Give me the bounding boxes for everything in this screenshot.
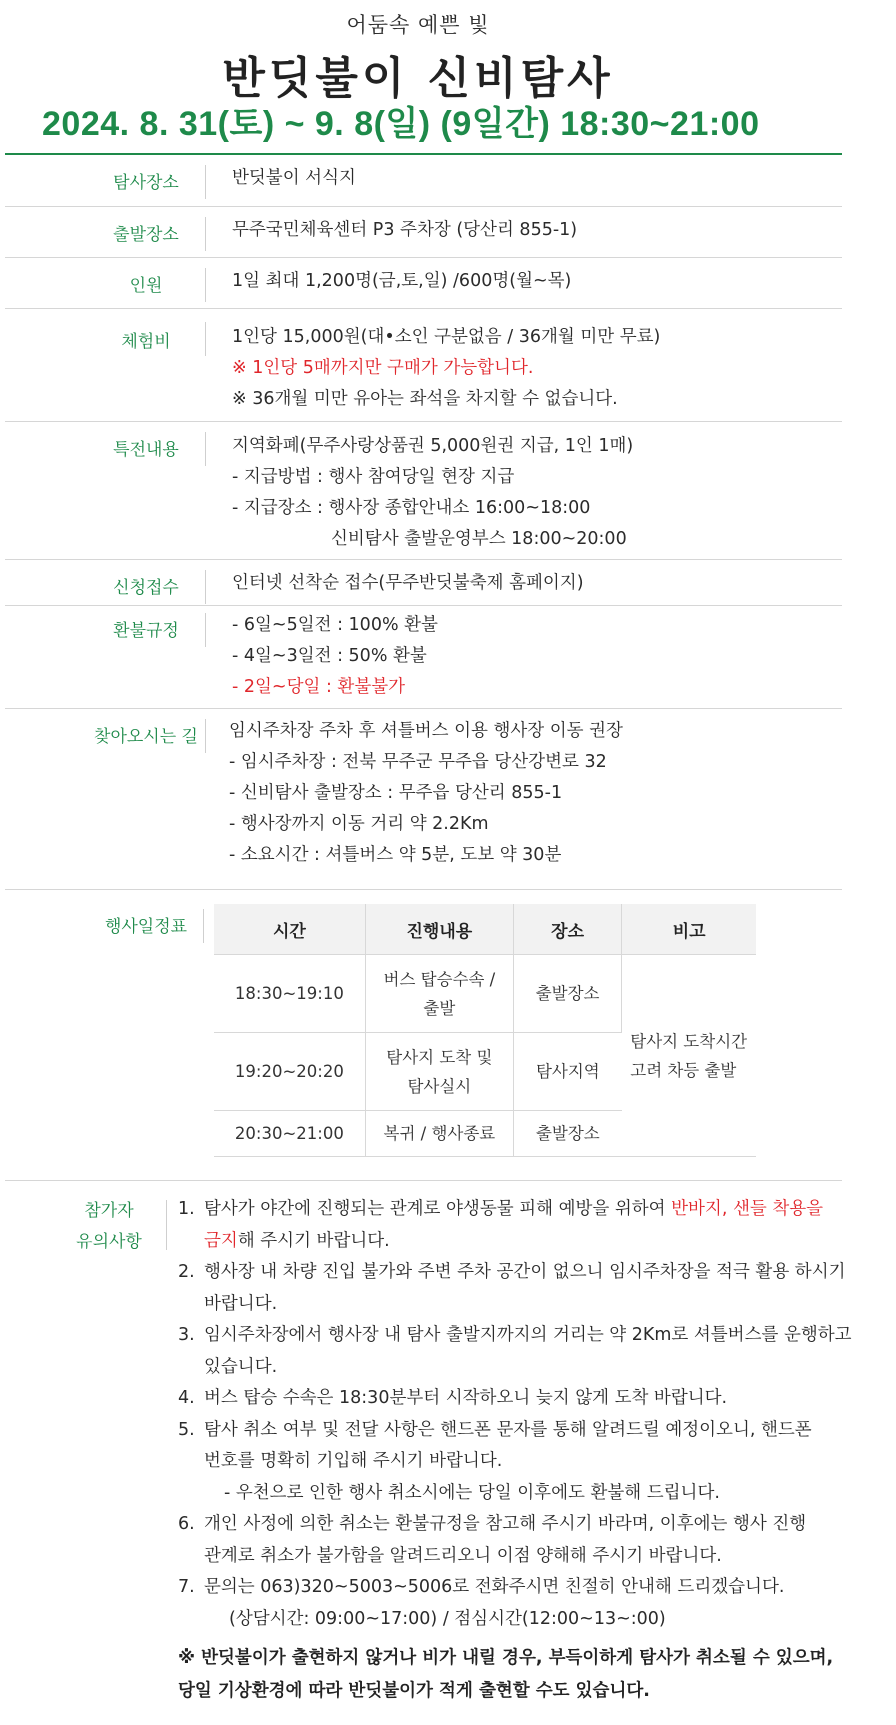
content-line: 버스 탑승수속 /	[383, 969, 496, 989]
note-line: 고려 차등 출발	[630, 1060, 737, 1080]
row-divider	[205, 165, 206, 199]
row-separator	[5, 308, 842, 309]
table-cell-content	[365, 955, 513, 1033]
note-warning-text: 반바지, 샌들 착용을	[671, 1199, 824, 1219]
note-text: 탐사가 야간에 진행되는 관계로 야생동물 피해 예방을 위하여	[204, 1199, 672, 1219]
schedule-label: 행사일정표	[104, 917, 188, 937]
note-text: 번호를 명확히 기입해 주시기 바랍니다.	[204, 1451, 503, 1471]
refund-line: - 6일~5일전 : 100% 환불	[232, 615, 438, 635]
event-date: 2024. 8. 31(토) ~ 9. 8(일) (9일간) 18:30~21:00	[42, 105, 760, 143]
note-item	[178, 1415, 858, 1510]
benefit-line: - 지급방법 : 행사 참여당일 현장 지급	[232, 467, 515, 487]
benefit-label: 특전내용	[113, 440, 179, 460]
note-text: 있습니다.	[204, 1356, 278, 1377]
table-cell-place: 출발장소	[513, 1111, 621, 1157]
note-number: 4.	[178, 1388, 195, 1408]
directions-line: - 소요시간 : 셔틀버스 약 5분, 도보 약 30분	[229, 845, 562, 865]
row-separator	[5, 257, 842, 258]
note-subtext: - 우천으로 인한 행사 취소시에는 당일 이후에도 환불해 드립니다.	[224, 1482, 720, 1503]
directions-line: - 임시주차장 : 전북 무주군 무주읍 당산강변로 32	[229, 752, 607, 772]
table-cell-time: 20:30~21:00	[214, 1111, 365, 1157]
notes-label-line: 유의사항	[76, 1232, 142, 1252]
warning-line: 당일 기상환경에 따라 반딧불이가 적게 출현할 수도 있습니다.	[178, 1681, 650, 1701]
note-number: 7.	[178, 1577, 195, 1597]
row-separator	[5, 559, 842, 560]
row-separator	[5, 1180, 842, 1181]
header-subtitle: 어둠속 예쁜 빛	[346, 13, 490, 37]
place-label: 탐사장소	[113, 173, 179, 193]
table-cell-note	[622, 955, 756, 1157]
row-divider	[205, 268, 206, 302]
note-text: 바랍니다.	[204, 1293, 278, 1314]
refund-no-refund: - 2일~당일 : 환불불가	[232, 677, 406, 697]
cancellation-warning	[178, 1642, 878, 1708]
table-header-row	[214, 904, 756, 955]
directions-line: - 행사장까지 이동 거리 약 2.2Km	[229, 814, 489, 834]
table-cell-content: 복귀 / 행사종료	[365, 1111, 513, 1157]
row-divider	[205, 217, 206, 251]
capacity-value: 1일 최대 1,200명(금,토,일) /600명(월~목)	[232, 271, 572, 291]
row-separator	[5, 708, 842, 709]
refund-value	[232, 610, 438, 703]
note-text: 행사장 내 차량 진입 불가와 주변 주차 공간이 없으니 임시주차장을 적극 활용 하시기	[204, 1262, 846, 1282]
warning-line: ※ 반딧불이가 출현하지 않거나 비가 내릴 경우, 부득이하게 탐사가 취소될 수 있으며,	[178, 1648, 834, 1668]
page-title: 반딧불이 신비탐사	[222, 53, 614, 104]
note-text: 관계로 취소가 불가함을 알려드리오니 이점 양해해 주시기 바랍니다.	[204, 1545, 722, 1566]
row-divider	[205, 322, 206, 356]
row-separator	[5, 889, 842, 890]
row-separator	[5, 421, 842, 422]
refund-label: 환불규정	[113, 621, 179, 641]
departure-label: 출발장소	[113, 225, 179, 245]
note-item	[178, 1572, 858, 1635]
note-warning-text: 금지	[204, 1230, 238, 1251]
table-header: 시간	[214, 904, 365, 955]
note-number: 3.	[178, 1325, 195, 1345]
benefit-line: 지역화폐(무주사랑상품권 5,000원권 지급, 1인 1매)	[232, 436, 634, 456]
capacity-label: 인원	[129, 276, 163, 296]
benefit-value	[232, 431, 633, 555]
apply-value: 인터넷 선착순 접수(무주반딧불축제 홈페이지)	[232, 573, 584, 593]
note-number: 6.	[178, 1514, 195, 1534]
schedule-table	[214, 904, 756, 1157]
row-separator	[5, 206, 842, 207]
fee-infant-notice: ※ 36개월 미만 유아는 좌석을 차지할 수 없습니다.	[232, 389, 618, 409]
table-row	[214, 955, 756, 1033]
table-cell-place: 출발장소	[513, 955, 621, 1033]
note-number: 5.	[178, 1419, 195, 1440]
note-subtext: (상담시간: 09:00~17:00) / 점심시간(12:00~13~:00)	[229, 1608, 666, 1629]
row-divider	[166, 1200, 167, 1250]
directions-line: - 신비탐사 출발장소 : 무주읍 당산리 855-1	[229, 783, 563, 803]
content-line: 출발	[423, 998, 456, 1018]
apply-label: 신청접수	[113, 578, 179, 598]
directions-value	[229, 716, 623, 871]
benefit-line: 신비탐사 출발운영부스 18:00~20:00	[331, 529, 627, 549]
note-text: 임시주차장에서 행사장 내 탐사 출발지까지의 거리는 약 2Km로 셔틀버스를 운행하고	[204, 1325, 852, 1345]
note-number: 1.	[178, 1199, 195, 1219]
departure-value: 무주국민체육센터 P3 주차장 (당산리 855-1)	[232, 220, 578, 240]
note-text: 문의는 063)320~5003~5006로 전화주시면 친절히 안내해 드리겠습니다.	[204, 1577, 785, 1597]
content-line: 탐사지 도착 및	[386, 1047, 493, 1067]
row-divider	[205, 613, 206, 647]
table-cell-time: 18:30~19:10	[214, 955, 365, 1033]
fee-limit-notice: ※ 1인당 5매까지만 구매가 가능합니다.	[232, 358, 534, 378]
notes-list	[178, 1194, 858, 1635]
row-divider	[205, 570, 206, 604]
row-separator	[5, 605, 842, 606]
note-text: 해 주시기 바랍니다.	[237, 1230, 390, 1251]
table-header: 장소	[513, 904, 621, 955]
table-header: 진행내용	[365, 904, 513, 955]
benefit-line: - 지급장소 : 행사장 종합안내소 16:00~18:00	[232, 498, 591, 518]
note-line: 탐사지 도착시간	[630, 1031, 748, 1051]
row-divider	[205, 432, 206, 466]
content-line: 탐사실시	[407, 1076, 472, 1096]
fee-label: 체험비	[121, 332, 171, 352]
fee-value	[232, 322, 660, 415]
refund-line: - 4일~3일전 : 50% 환불	[232, 646, 427, 666]
note-text: 버스 탑승 수속은 18:30분부터 시작하오니 늦지 않게 도착 바랍니다.	[204, 1388, 728, 1408]
table-cell-time: 19:20~20:20	[214, 1033, 365, 1111]
row-divider	[203, 909, 204, 943]
table-header: 비고	[622, 904, 756, 955]
table-cell-content	[365, 1033, 513, 1111]
note-item	[178, 1320, 858, 1383]
notes-label	[19, 1196, 199, 1258]
directions-line: 임시주차장 주차 후 셔틀버스 이용 행사장 이동 권장	[229, 721, 623, 741]
note-text: 탐사 취소 여부 및 전달 사항은 핸드폰 문자를 통해 알려드릴 예정이오니, 핸드폰	[204, 1419, 812, 1440]
note-item	[178, 1194, 858, 1257]
note-item	[178, 1383, 858, 1415]
fee-line: 1인당 15,000원(대•소인 구분없음 / 36개월 미만 무료)	[232, 327, 661, 347]
note-item	[178, 1257, 858, 1320]
place-value: 반딧불이 서식지	[232, 168, 356, 188]
header-divider	[5, 153, 842, 155]
note-text: 개인 사정에 의한 취소는 환불규정을 참고해 주시기 바라며, 이후에는 행사 진행	[204, 1514, 807, 1534]
notes-label-line: 참가자	[84, 1201, 134, 1221]
note-item	[178, 1509, 858, 1572]
note-number: 2.	[178, 1262, 195, 1282]
table-cell-place: 탐사지역	[513, 1033, 621, 1111]
directions-label: 찾아오시는 길	[94, 727, 198, 747]
row-divider	[205, 719, 206, 753]
